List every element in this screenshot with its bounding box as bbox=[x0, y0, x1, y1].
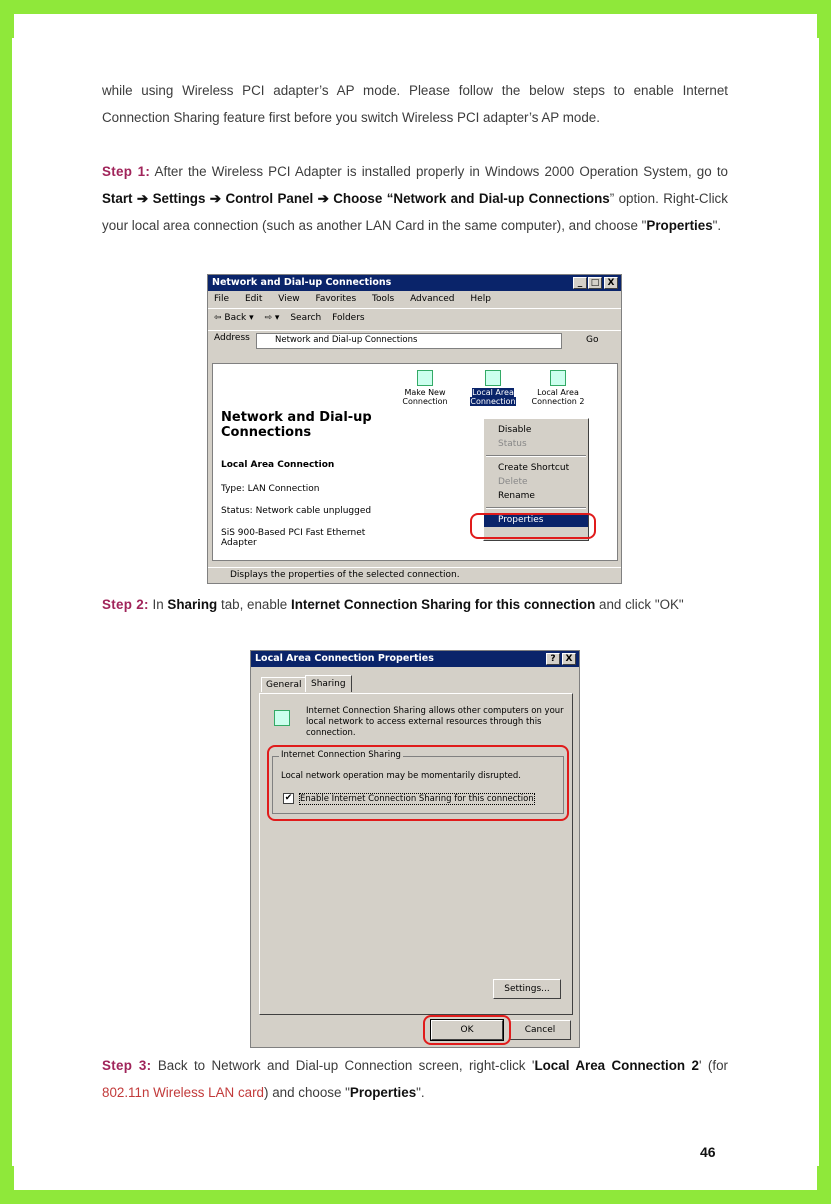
address-bar bbox=[208, 331, 621, 351]
dialog-titlebar bbox=[251, 651, 579, 667]
step2-text-b: tab, enable bbox=[220, 597, 288, 612]
step3-text-b: ' (for bbox=[698, 1058, 728, 1073]
menu-tools[interactable]: Tools bbox=[372, 294, 395, 304]
step1-settings: Settings bbox=[152, 191, 206, 206]
status-bar: Displays the properties of the selected connection. bbox=[208, 567, 621, 583]
computer-icon bbox=[417, 370, 433, 386]
make-new-connection-item[interactable] bbox=[401, 370, 449, 406]
menu-item-properties[interactable]: Properties bbox=[484, 513, 588, 527]
panel-title: Network and Dial-up Connections bbox=[221, 410, 372, 440]
icon-label: Local Area Connection 2 bbox=[531, 388, 585, 406]
toolbar bbox=[208, 309, 621, 331]
local-area-connection-2-item[interactable] bbox=[531, 370, 585, 406]
detail-type: Type: LAN Connection bbox=[221, 484, 320, 494]
menu-file[interactable]: File bbox=[214, 294, 230, 304]
step3-local-area: Local Area Connection 2 bbox=[534, 1058, 699, 1073]
menu-item-create-shortcut[interactable]: Create Shortcut bbox=[498, 463, 570, 473]
menu-item-disable[interactable]: Disable bbox=[498, 425, 532, 435]
maximize-button[interactable]: □ bbox=[588, 277, 602, 289]
menu-separator bbox=[486, 507, 586, 509]
enable-sharing-checkbox[interactable]: ✔ bbox=[284, 793, 293, 803]
step1-text: After the Wireless PCI Adapter is installed properly in Windows 2000 Operation System, go to bbox=[154, 164, 728, 179]
window-title: Network and Dial-up Connections bbox=[212, 277, 392, 288]
detail-name: Local Area Connection bbox=[221, 460, 335, 470]
step2-paragraph bbox=[102, 591, 728, 618]
step2-enable: Internet Connection Sharing for this connection bbox=[291, 597, 596, 612]
forward-button[interactable]: ⇨ ▾ bbox=[264, 313, 280, 323]
step1-paragraph bbox=[102, 158, 728, 239]
page-border-left bbox=[0, 0, 12, 1204]
menu-item-status[interactable]: Status bbox=[498, 439, 527, 449]
close-button[interactable]: X bbox=[604, 277, 618, 289]
tab-general[interactable]: General bbox=[261, 677, 306, 692]
corner-ornament bbox=[793, 8, 823, 38]
window-titlebar bbox=[208, 275, 621, 291]
step1-start: Start bbox=[102, 191, 133, 206]
address-input[interactable]: Network and Dial-up Connections bbox=[256, 333, 562, 349]
step2-text-c: and click "OK" bbox=[599, 597, 684, 612]
menu-bar bbox=[208, 291, 621, 309]
step1-control-panel: Control Panel bbox=[225, 191, 314, 206]
dialog-title: Local Area Connection Properties bbox=[255, 653, 434, 664]
tab-sharing[interactable]: Sharing bbox=[305, 675, 352, 692]
checkbox-label: Enable Internet Connection Sharing for this connection bbox=[300, 794, 534, 804]
arrow-icon: ➔ bbox=[136, 191, 149, 206]
step3-properties: Properties bbox=[349, 1085, 417, 1100]
step2-text: In bbox=[152, 597, 164, 612]
menu-help[interactable]: Help bbox=[470, 294, 491, 304]
icon-label: Local Area Connection bbox=[470, 388, 516, 406]
step1-text-b: ” option. Right-Click your local area connection (such as another LAN Card in the same computer), and choose " bbox=[102, 191, 728, 233]
menu-item-delete[interactable]: Delete bbox=[498, 477, 528, 487]
local-area-connection-item[interactable] bbox=[467, 370, 519, 406]
menu-item-rename[interactable]: Rename bbox=[498, 491, 535, 501]
network-icon bbox=[485, 370, 501, 386]
step1-label: Step 1: bbox=[102, 164, 151, 179]
menu-edit[interactable]: Edit bbox=[244, 294, 263, 304]
back-button[interactable]: ⇦ Back ▾ bbox=[214, 313, 254, 323]
search-button[interactable]: Search bbox=[290, 313, 322, 323]
intro-paragraph: while using Wireless PCI adapter’s AP mode. Please follow the below steps to enable Internet Connection Sharing feature first before you switch Wireless PCI adapter’s AP mode. bbox=[102, 83, 728, 125]
go-button[interactable]: Go bbox=[586, 335, 599, 345]
highlight-ok bbox=[423, 1015, 511, 1045]
ok-button[interactable]: OK bbox=[431, 1020, 503, 1040]
cancel-button[interactable]: Cancel bbox=[509, 1020, 571, 1040]
step2-sharing: Sharing bbox=[167, 597, 218, 612]
menu-view[interactable]: View bbox=[278, 294, 300, 304]
detail-status: Status: Network cable unplugged bbox=[221, 506, 372, 516]
corner-ornament bbox=[793, 1166, 823, 1196]
page-border-top bbox=[0, 0, 831, 14]
menu-separator bbox=[486, 455, 586, 457]
step3-card: 802.11n Wireless LAN card bbox=[102, 1085, 265, 1100]
highlight-properties bbox=[470, 513, 596, 539]
tab-panel bbox=[259, 693, 573, 1015]
network-connections-window bbox=[207, 274, 622, 584]
detail-adapter: SiS 900-Based PCI Fast Ethernet Adapter bbox=[221, 528, 366, 548]
address-label: Address bbox=[214, 333, 250, 343]
folders-button[interactable]: Folders bbox=[332, 313, 365, 323]
groupbox-label: Internet Connection Sharing bbox=[281, 750, 401, 760]
menu-favorites[interactable]: Favorites bbox=[315, 294, 357, 304]
step1-properties: Properties bbox=[646, 218, 713, 233]
highlight-ics-group bbox=[267, 745, 569, 821]
step1-text-c: ". bbox=[712, 218, 722, 233]
minimize-button[interactable]: _ bbox=[573, 277, 587, 289]
network-share-icon bbox=[274, 710, 290, 726]
page-border-right bbox=[819, 0, 831, 1204]
step3-paragraph bbox=[102, 1052, 728, 1106]
corner-ornament bbox=[8, 1166, 38, 1196]
sharing-description: Internet Connection Sharing allows other computers on your local network to access external resources through this connection. bbox=[306, 706, 564, 738]
arrow-icon: ➔ bbox=[317, 191, 329, 206]
properties-dialog bbox=[250, 650, 580, 1048]
page-border-bottom bbox=[0, 1190, 831, 1204]
corner-ornament bbox=[8, 8, 38, 38]
settings-button[interactable]: Settings... bbox=[493, 979, 561, 999]
step2-label: Step 2: bbox=[102, 597, 149, 612]
step1-choose: Choose bbox=[333, 191, 383, 206]
menu-advanced[interactable]: Advanced bbox=[410, 294, 455, 304]
arrow-icon: ➔ bbox=[209, 191, 222, 206]
network-icon bbox=[550, 370, 566, 386]
step3-text-c: ) and choose " bbox=[264, 1085, 350, 1100]
help-button[interactable]: ? bbox=[546, 653, 560, 665]
step3-text: Back to Network and Dial-up Connection screen, right-click ' bbox=[157, 1058, 535, 1073]
step1-network-connections: “Network and Dial-up Connections bbox=[386, 191, 610, 206]
warning-text: Local network operation may be momentarily disrupted. bbox=[281, 771, 522, 781]
step3-text-d: ". bbox=[416, 1085, 425, 1100]
icon-label: Make New Connection bbox=[402, 388, 448, 406]
close-button[interactable]: X bbox=[562, 653, 576, 665]
step3-label: Step 3: bbox=[102, 1058, 152, 1073]
page-number: 46 bbox=[700, 1144, 716, 1160]
